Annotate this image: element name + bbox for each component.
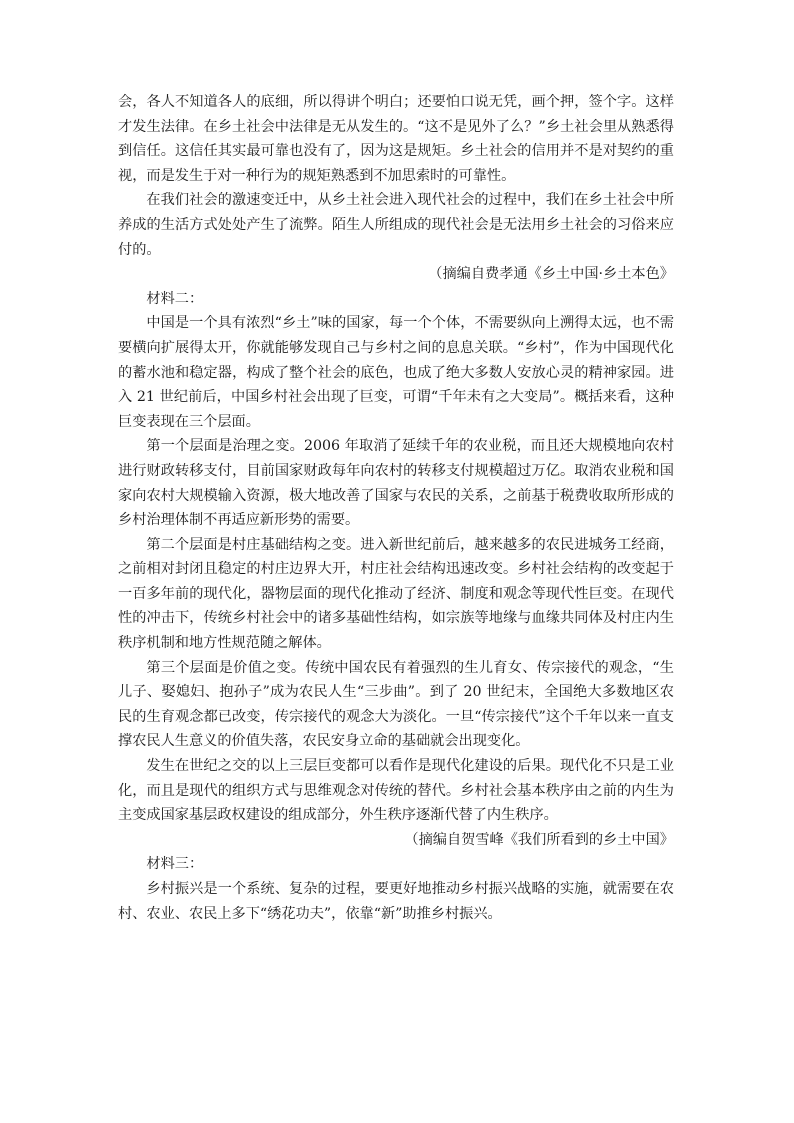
paragraph-continued-fei: 会，各人不知道各人的底细，所以得讲个明白；还要怕口说无凭，画个押，签个字。这样才发生法律。在乡土社会中法律是无从发生的。“这不是见外了么？”乡土社会里从熟悉得到信任。这信任其实最可靠也没有了，因为这是规矩。乡土社会的信用并不是对契约的重视，而是发生于对一种行为的规矩熟悉到不加思索时的可靠性。 [118,94,674,184]
paragraph-rural-revitalization: 乡村振兴是一个系统、复杂的过程，要更好地推动乡村振兴战略的实施，就需要在农村、农业、农民上多下“绣花功夫”，依靠“新”助推乡村振兴。 [118,881,674,922]
paragraph-modernization: 发生在世纪之交的以上三层巨变都可以看作是现代化建设的后果。现代化不只是工业化，而且是现代的组织方式与思维观念对传统的替代。乡村社会基本秩序由之前的内生为主变成国家基层政权建设的组成部分，外生秩序逐渐代替了内生秩序。 [118,758,674,824]
heading-material-three: 材料三： [146,856,204,873]
paragraph-social-change: 在我们社会的激速变迁中，从乡土社会进入现代社会的过程中，我们在乡土社会中所养成的生活方式处处产生了流弊。陌生人所组成的现代社会是无法用乡土社会的习俗来应付的。 [118,192,674,258]
document-page [118,90,674,926]
source-citation-he: （摘编自贺雪峰《我们所看到的乡土中国》 [404,831,674,848]
heading-material-two: 材料二： [146,290,204,307]
paragraph-governance-change: 第一个层面是治理之变。2006 年取消了延续千年的农业税，而且还大规模地向农村进行财政转移支付，目前国家财政每年向农村的转移支付规模超过万亿。取消农业税和国家向农村大规模输入资源，极大地改善了国家与农民的关系，之前基于税费收取所形成的乡村治理体制不再适应新形势的需要。 [118,438,674,529]
paragraph-structure-change: 第二个层面是村庄基础结构之变。进入新世纪前后，越来越多的农民进城务工经商，之前相对封闭且稳定的村庄边界大开，村庄社会结构迅速改变。乡村社会结构的改变起于一百多年前的现代化，器物层面的现代化推动了经济、制度和观念等现代性巨变。在现代性的冲击下，传统乡村社会中的诸多基础性结构，如宗族等地缘与血缘共同体及村庄内生秩序机制和地方性规范随之解体。 [118,536,674,652]
source-citation-fei: （摘编自费孝通《乡土中国·乡土本色》 [428,266,674,283]
paragraph-rural-china: 中国是一个具有浓烈“乡土”味的国家，每一个个体，不需要纵向上溯得太远，也不需要横向扩展得太开，你就能够发现自己与乡村之间的息息关联。“乡村”，作为中国现代化的蓄水池和稳定器，构成了整个社会的底色，也成了绝大多数人安放心灵的精神家园。进入 21 世纪前后，中国乡村社会出现了巨变，可谓“千年未有之大变局”。概括来看，这种巨变表现在三个层面。 [118,315,674,430]
paragraph-value-change: 第三个层面是价值之变。传统中国农民有着强烈的生儿育女、传宗接代的观念，“生儿子、娶媳妇、抱孙子”成为农民人生“三步曲”。到了 20 世纪末，全国绝大多数地区农民的生育观念都已改变，传宗接代的观念大为淡化。一旦“传宗接代”这个千年以来一直支撑农民人生意义的价值失落，农民安身立命的基础就会出现变化。 [118,659,674,750]
